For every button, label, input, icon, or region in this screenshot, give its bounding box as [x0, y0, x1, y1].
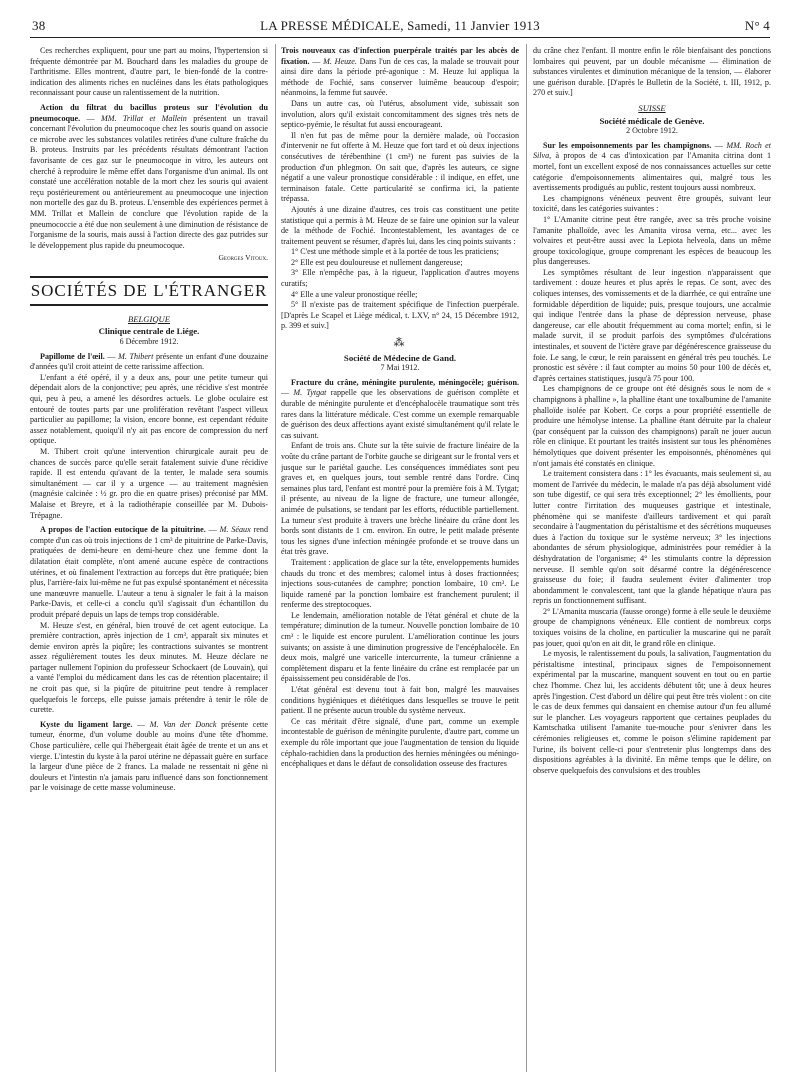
society-heading: Société de Médecine de Gand. [343, 352, 457, 363]
paragraph: Le lendemain, amélioration notable de l'état général et chute de la température; diminution de la tumeur. Nouvelle ponction lombaire de 10 cm³ : le liquide est encore purulent. L'amélioration continue les jours suivants; on assiste à une diminution progressive de l'encéphalocèle. En deux mois, malgré une varicelle intercurrente, la tumeur crânienne a complètement disparu et la fente linéaire du crâne est remplacée par un épaississement peu considérable de l'os. [281, 610, 519, 684]
paragraph: Ces recherches expliquent, pour une part au moins, l'hypertension si fréquente démontrée par M. Bouchard dans les maladies du groupe de l'arthritisme. Elles montrent, d'autre part, le bien-fondé de la contre-indication des aliments riches en nucléines dans les états pathologiques reconnaissant pour cause un ralentissement de la nutrition. [30, 46, 268, 98]
column-left [30, 46, 268, 1074]
list-item: 3° Elle n'empêche pas, à la rigueur, l'application d'autres moyens curatifs; [281, 268, 519, 289]
article-text: à propos de 4 cas d'intoxication par l'Amanita citrina dont 1 mortel, font un excellent exposé de nos connaissances actuelles sur cette catégorie d'empoisonnements alimentaires qui, malgré tous les avertissements prodigués au public, restent toujours aussi nombreux. [533, 151, 771, 193]
list-item: 4° Elle a une valeur pronostique réelle; [291, 289, 418, 299]
session-date: 2 Octobre 1912. [626, 126, 678, 136]
article: Sur les empoisonnements par les champignons. — MM. Roch et Silva, à propos de 4 cas d'intoxication par l'Amanita citrina dont 1 mortel, font un excellent exposé de nos connaissances actuelles sur cette catégorie d'empoisonnements alimentaires qui, malgré tous les avertissements prodigués au public, restent toujours aussi nombreux. [533, 140, 771, 193]
list-item: 1° C'est une méthode simple et à la portée de tous les praticiens; [291, 247, 499, 257]
paragraph: L'enfant a été opéré, il y a deux ans, pour une petite tumeur qui dépendait alors de la conjonctive; peu après, une récidive s'est montrée qui, peu à peu, a amené les désordres actuels. Le globe oculaire est entouré de toutes parts par une prolifération revêtant l'aspect villeux particulier au papillome; la vision, encore bonne, est cependant réduite assez notablement, quoiqu'il n'y ait pas encore de compression du nerf optique. [30, 372, 268, 446]
article-authors: M. Thibert [118, 351, 154, 361]
section-heading: SOCIÉTÉS DE L'ÉTRANGER [30, 276, 268, 306]
paragraph: Il n'en fut pas de même pour la dernière malade, où l'occasion d'intervenir ne fut offerte à M. Heuze que fort tard et où deux injections consécutives de térébenthine (1 cm³) ne furent pas suivies de la production d'un phlegmon. On sait que, d'après les auteurs, ce signe négatif a une valeur pronostique considérable : il indique, en effet, une terminaison fatale. Cette particularité se confirma ici, la patiente trépassa. [281, 130, 519, 204]
country-heading: SUISSE [638, 102, 666, 113]
article-title: Action du filtrat du bacillus proteus sur l'évolution du pneumocoque. [30, 102, 268, 123]
paragraph: Dans un autre cas, où l'utérus, absolument vide, subissait son involution, alors qu'il existait concomitamment des signes très nets de septico-pyémie, le résultat fut aussi encourageant. [281, 98, 519, 130]
paragraph: Les champignons vénéneux peuvent être groupés, suivant leur toxicité, dans les catégories suivantes : [533, 193, 771, 214]
paragraph: M. Heuze s'est, en général, bien trouvé de cet agent eutocique. La première contraction, après injection de 1 cm³, apparaît six minutes et demie environ après la piqûre; les contractions suivantes se montrent assez régulièrement toutes les deux minutes. M. Heuze déclare ne partager nullement l'opinion du professeur Schockaert (de Louvain), qui a vanté l'emploi du médicament dans les cas de rétention placentaire; il ne croit pas que, si la piqûre de pituitrine peut tendre à remplacer quelquefois le forceps, elle puisse jamais prétendre à tenir le rôle de curette. [30, 620, 268, 715]
page-header [30, 18, 770, 38]
column-right [533, 46, 771, 1074]
column-divider [526, 44, 527, 1072]
article-authors: M. Van der Donck [149, 719, 217, 729]
article-text: présente cette tumeur, énorme, d'un volume double au moins d'une tête d'homme. Chose particulière, celle qui l'hébergeait était âgée de trente et un ans et vierge. L'intestin du kyste à la paroi utérine ne dépassait guère en surface la largeur d'une pièce de 2 francs. La malade ne ressentait ni gêne ni douleurs et l'intestin n'a jamais paru influencé dans son fonctionnement par le voisinage de cette masse volumineuse. [30, 719, 268, 793]
article-text: rend compte d'un cas où trois injections de 1 cm³ de pituitrine de Parke-Davis, pratiquées de demi-heure en demi-heure chez une femme dont la dilatation était complète, n'ont amené aucune espèce de contractions utérines, et où finalement l'extraction au forceps dut être pratiquée; bien plus, l'arrière-faix lui-même ne fut pas expulsé spontanément et nécessita une manœuvre manuelle. L'auteur a tenu à signaler le fait à la maison Parke-Davis, et celle-ci a conclu qu'il s'agissait d'un échantillon du produit préparé depuis un laps de temps trop considérable. [30, 525, 268, 619]
list-item: 5° Il n'existe pas de traitement spécifique de l'infection puerpérale. [D'après Le Scapel et Liège médical, t. LXV, n° 24, 15 Décembre 1912, p. 399 et suiv.] [281, 300, 519, 331]
section-separator: ⁂ [393, 337, 407, 350]
list-item: 1° L'Amanite citrine peut être rangée, avec sa très proche voisine l'amanite phalloïde, avec les Amanita virosa verna, etc... avec les volvaires et peut-être aussi avec la Lepiota helveola, dans un même groupe toxicologique, groupe comprenant les espèces de beaucoup les plus dangereuses. [533, 214, 771, 267]
session-date: 7 Mai 1912. [380, 363, 420, 373]
article-text: présentent un travail concernant l'évolution du pneumocoque chez les souris quand on associe ce microbe avec les substances volatiles retirées d'une culture fraîche du B. proteus. Instruits par les précédents résultats démontrant l'action favorisante de ces gaz sur le pneumocoque in vitro, les auteurs ont cherché à reproduire le même effet dans l'organisme d'un animal. Ils ont constaté une accélération notable de la mort chez les souris qui avaient reçu postérieurement ou antérieurement au pneumocoque une injection non mortelle des gaz du B. proteus. L'ensemble des expériences permet à MM. Trillat et Mallein de conclure que l'évolution rapide de la pneumococcie a été due non seulement à une diminution de résistance de l'organisme de la souris, mais aussi à l'action directe des gaz putrides sur le développement plus rapide du pneumocoque. [30, 113, 268, 250]
column-divider [275, 44, 276, 1072]
article-text: Dans l'un de ces cas, la malade se trouvait pour ainsi dire dans la période pré-agonique : M. Heuze lui appliqua la méthode de Fochié, sans conserver luimême beaucoup d'espoir; néanmoins, la femme fut sauvée. [281, 56, 519, 98]
paragraph: Le myosis, le ralentissement du pouls, la salivation, l'augmentation du péristaltisme intestinal, principaux signes de l'empoisonnement expérimental par la muscarine, manquent souvent en tout ou en partie chez l'homme. Chez lui, les accidents débutent tôt; une à deux heures après l'ingestion. C'est d'abord un délire qui peut être très violent : on cite le cas de deux femmes qui dansaient en chemise autour d'un feu allumé sur le plancher. Les voyageurs rapportent que certaines peuplades du Kamtschatka utilisent l'amanite tue-mouche pour s'enivrer dans les cérémonies religieuses et, comme le poison s'élimine rapidement par l'urine, ils boivent celle-ci pour s'entretenir plus longtemps dans des dispositions agréables à la divinité. En même temps que le délire, on observe quelquefois des convulsions et des troubles [533, 649, 771, 775]
paragraph: Les symptômes résultant de leur ingestion n'apparaissent que tardivement : douze heures et plus après le repas. Ce sont, avec des coliques intenses, des vomissements et de la diarrhée, ce qui entraîne une formidable déperdition de liquide; puis, presque toujours, une accalmie qui indique l'entrée dans la phase de dépression nerveuse, phase dangereuse, car elle aboutit fréquemment au coma mortel; enfin, si le malade survit, il se produit parfois des symptômes d'ulcérations intestinales, et souvent de l'ictère grave par dégénérescence graisseuse du foie. Le sang, le cœur, le rein paraissent en général très peu touchés. Le pronostic est sévère : il faut compter au moins 50 pour 100 de décès et, d'après certaines statistiques, jusqu'à 75 pour 100. [533, 267, 771, 383]
article-title: Kyste du ligament large. [40, 719, 133, 729]
article: Fracture du crâne, méningite purulente, méningocèle; guérison. — M. Tytgat rappelle que les observations de guérison complète et durable de méningite purulente et d'encéphalocèle traumatique sont très rares dans la littérature médicale. C'est comme un exemple remarquable de guérison des deux affections ayant existé simultanément qu'il relate le cas suivant. [281, 377, 519, 440]
paragraph: Le traitement consistera dans : 1° les évacuants, mais seulement si, au moment de l'arrivée du médecin, le malade n'a pas déjà absolument vidé son tube digestif, ce qui sera très exceptionnel; 2° les émollients, pour lutter contre l'irritation des muqueuses gastrique et intestinale, phénomène qui se manifeste d'ailleurs tardivement et qui paraît secondaire à l'augmentation du péristaltisme et des sécrétions muqueuses dues à l'action du toxique sur le système nerveux; 3° les injections abondantes de sérum physiologique, administrées pour remédier à la déshydratation de l'organisme; 4° les stimulants contre la dépression nerveuse. Il semble qu'on soit désarmé contre la dégénérescence graisseuse du foie; il faudra seulement éviter d'alimenter trop abondamment le convalescent, tant que la glande hépatique n'aura pas repris un fonctionnement suffisant. [533, 469, 771, 606]
article-authors: M. Séaux [219, 525, 251, 535]
list-item: 2° L'Amanita muscaria (fausse oronge) forme à elle seule le deuxième groupe de champignons vénéneux. Elle contient de nombreux corps toxiques voisins de la choline, en particulier la muscarine qui ne paraît pas jouer, quoi qu'on en ait dit, le grand rôle en clinique. [533, 606, 771, 648]
journal-title: LA PRESSE MÉDICALE, Samedi, 11 Janvier 1913 [260, 18, 540, 33]
article-authors: MM. Trillat et Mallein [100, 113, 187, 123]
society-heading: Société médicale de Genève. [599, 115, 705, 126]
society-heading: Clinique centrale de Liége. [98, 326, 200, 337]
paragraph: Les champignons de ce groupe ont été désignés sous le nom de « champignons à phalline », la phalline étant une toxalbumine de l'amanite phalloïde isolée par Kobert. Ce corps a pour propriété essentielle de produire une hémolyse intense. La phalline étant détruite par la chaleur (par conséquent par la cuisson des champignons) paraît ne jouer aucun rôle en clinique. Et pourtant les traités insistent sur tous les phénomènes hémolytiques que doivent présenter les empoisonnés, phénomènes qui n'ont jamais été constatés en clinique. [533, 384, 771, 468]
author-signature: Georges Vitoux. [218, 253, 268, 263]
page-number: 38 [32, 18, 46, 33]
article-title: Sur les empoisonnements par les champignons. [543, 140, 712, 150]
column-middle [281, 46, 519, 1074]
paragraph: Traitement : application de glace sur la tête, enveloppements humides chauds du tronc et des membres; calomel intus à doses fractionnées; injections sous-cutanées de camphre; ponction lombaire, 10 cm³. Le liquide ramené par la ponction lombaire est franchement purulent; il renferme des streptocoques. [281, 557, 519, 610]
paragraph: L'état général est devenu tout à fait bon, malgré les mauvaises conditions hygiéniques et diététiques dans lesquelles se trouve le petit patient. Il ne présente aucun trouble du système nerveux. [281, 685, 519, 716]
list-item: 2° Elle est peu douloureuse et nullement dangereuse; [291, 257, 463, 267]
session-date: 6 Décembre 1912. [119, 337, 179, 347]
paragraph: Ce cas méritait d'être signalé, d'une part, comme un exemple incontestable de guérison de méningite purulente, d'autre part, comme un exemple du rôle important que joue l'augmentation de tension du liquide céphalo-rachidien dans la production des hernies méningées ou méningo-encéphaliques et dans le défaut de consolidation osseuse des fractures [281, 716, 519, 769]
country-heading: BELGIQUE [127, 313, 170, 324]
issue-number: N° 4 [744, 18, 770, 33]
article: Kyste du ligament large. — M. Van der Donck présente cette tumeur, énorme, d'un volume double au moins d'une tête d'homme. Chose particulière, celle qui l'hébergeait était âgée de trente et un ans et vierge. L'intestin du kyste à la paroi utérine ne dépassait guère en surface la largeur d'une pièce de 2 francs. La malade ne ressentait ni gêne ni douleurs et l'intestin n'a jamais paru influencé dans son fonctionnement par le voisinage de cette masse volumineuse. [30, 719, 268, 793]
article: Trois nouveaux cas d'infection puerpérale traités par les abcès de fixation. — M. Heuze. Dans l'un de ces cas, la malade se trouvait pour ainsi dire dans la période pré-agonique : M. Heuze lui appliqua la méthode de Fochié, sans conserver luimême beaucoup d'espoir; néanmoins, la femme fut sauvée. [281, 46, 519, 98]
article-title: A propos de l'action eutocique de la pituitrine. [40, 525, 206, 535]
article: Action du filtrat du bacillus proteus sur l'évolution du pneumocoque. — MM. Trillat et Mallein présentent un travail concernant l'évolution du pneumocoque chez les souris quand on associe ce microbe avec les substances volatiles retirées d'une culture fraîche du B. proteus. Instruits par les précédents résultats démontrant l'action favorisante de ces gaz sur le pneumocoque in vitro, les auteurs ont cherché à reproduire le même effet dans l'organisme d'un animal. Ils ont constaté une accélération notable de la mort chez les souris qui avaient reçu postérieurement ou antérieurement au pneumocoque une injection non mortelle des gaz du B. proteus. L'ensemble des expériences permet à MM. Trillat et Mallein de conclure que l'évolution rapide de la pneumococcie a été due non seulement à une diminution de résistance de l'organisme de la souris, mais aussi à l'action directe des gaz putrides sur le développement plus rapide du pneumocoque. [30, 102, 268, 250]
article: Papillome de l'œil. — M. Thibert présente un enfant d'une douzaine d'années qu'il croit atteint de cette rarissime affection. [30, 351, 268, 372]
article-title: Trois nouveaux cas d'infection puerpérale traités par les abcès de fixation. [281, 46, 519, 66]
paragraph: Enfant de trois ans. Chute sur la tête suivie de fracture linéaire de la voûte du crâne partant de l'orbite gauche se dirigeant sur le frontal vers et jusque sur le pariétal gauche. Les conséquences immédiates sont peu graves et, en quelques jours, tout semble rentré dans l'ordre. Cinq semaines plus tard, l'enfant est montré pour la première fois à M. Tytgat; il présente, au niveau de la ligne de fracture, une tumeur allongée, animée de pulsations, se tendant par les efforts, réductible partiellement. La tumeur s'est produite à travers une brèche linéaire du crâne dont les bords sont distants de 1 cm. environ. En outre, le petit malade présente tous les signes d'une infection méningée profonde et se trouve dans un état très grave. [281, 441, 519, 557]
article-title: Fracture du crâne, méningite purulente, méningocèle; guérison. [291, 377, 519, 387]
article-text: rappelle que les observations de guérison complète et durable de méningite purulente et d'encéphalocèle traumatique sont très rares dans la littérature médicale. C'est comme un exemple remarquable de guérison des deux affections ayant existé simultanément qu'il relate le cas suivant. [281, 388, 519, 440]
article-authors: MM. Roch et Silva, [533, 140, 771, 161]
article: A propos de l'action eutocique de la pituitrine. — M. Séaux rend compte d'un cas où trois injections de 1 cm³ de pituitrine de Parke-Davis, pratiquées de demi-heure en demi-heure chez une femme dont la dilatation était complète, n'ont amené aucune espèce de contractions utérines, et où finalement l'extraction au forceps dut être pratiquée; bien plus, l'arrière-faix lui-même ne fut pas expulsé spontanément et nécessita une manœuvre manuelle. L'auteur a tenu à signaler le fait à la maison Parke-Davis, et celle-ci a conclu qu'il s'agissait d'un échantillon du produit préparé depuis un laps de temps trop considérable. [30, 525, 268, 619]
article-title: Papillome de l'œil. [40, 351, 105, 361]
article-text: présente un enfant d'une douzaine d'années qu'il croit atteint de cette rarissime affection. [30, 351, 268, 372]
paragraph: du crâne chez l'enfant. Il montre enfin le rôle bienfaisant des ponctions lombaires qui peuvent, par un double mécanisme — élimination de substances virulentes et diminution mécanique de la tension, — élaborer une guérison durable. [D'après le Bulletin de la Société, t. III, 1912, p. 270 et suiv.] [533, 46, 771, 98]
paragraph: Ajoutés à une dizaine d'autres, ces trois cas constituent une petite statistique qui a permis à M. Heuze de se faire une opinion sur la valeur de la méthode de Fochié. Incontestablement, les avantages de ce traitement peuvent se résumer, d'après lui, dans les cinq points suivants : [281, 204, 519, 246]
paragraph: M. Thibert croit qu'une intervention chirurgicale aurait peu de chances de succès parce qu'elle serait fatalement suivie d'une récidive rapide. Il est entendu qu'avant de la tenter, le malade sera soumis simultanément — car il y a urgence — au traitement magnésien (magnésie calcinée : ½ gr. pro die en quatre prises) préconisé par MM. Malaise et Breyre, et à la radiothérapie conseillée par M. Dubois-Trépagne. [30, 447, 268, 520]
article-authors: M. Tytgat [293, 388, 327, 398]
article-authors: M. Heuze. [323, 56, 357, 66]
header-rule [30, 37, 770, 38]
